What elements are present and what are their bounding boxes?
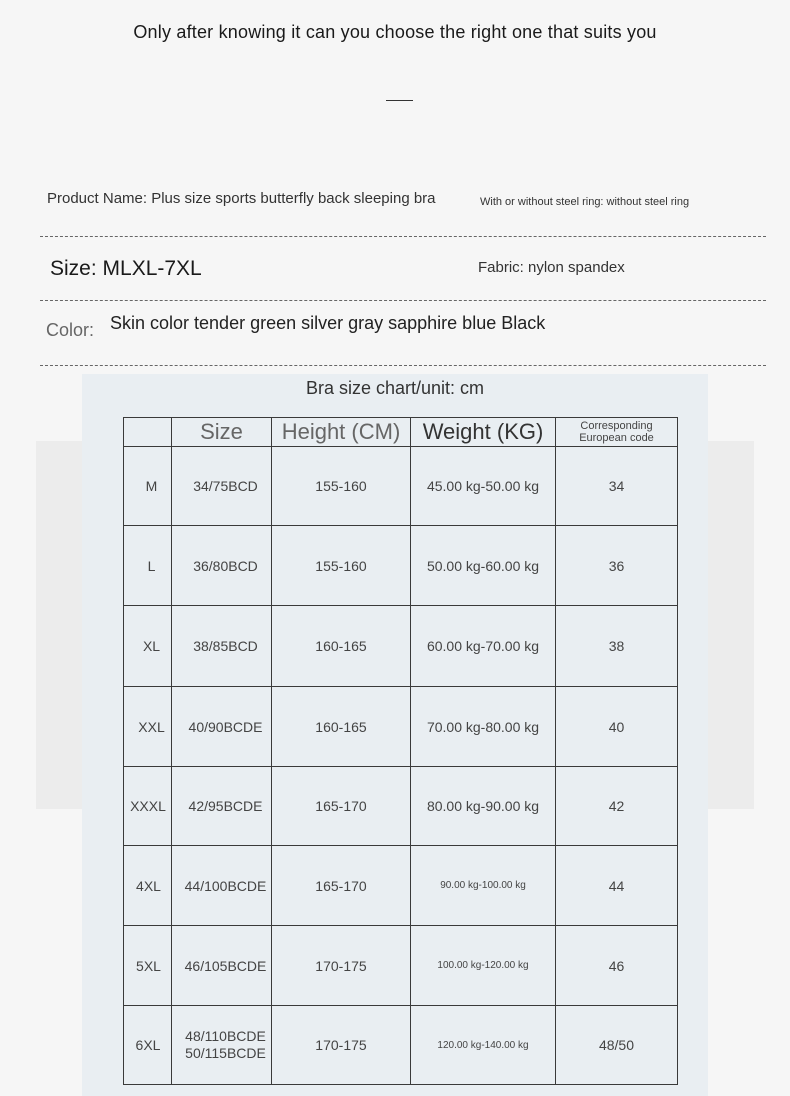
row-cup-size: 38/85BCD — [172, 606, 272, 687]
table-row — [124, 447, 678, 526]
row-european-code: 40 — [556, 687, 678, 767]
table-row — [124, 526, 678, 606]
row-height: 170-175 — [272, 926, 411, 1006]
row-cup-size-line-1: 48/110BCDE — [185, 1028, 266, 1044]
row-size: L — [124, 526, 172, 606]
divider-1 — [40, 236, 766, 237]
row-weight: 90.00 kg-100.00 kg — [411, 846, 556, 926]
row-height: 160-165 — [272, 606, 411, 687]
row-height: 170-175 — [272, 1006, 411, 1085]
fabric-info: Fabric: nylon spandex — [478, 259, 625, 276]
product-name: Product Name: Plus size sports butterfly back sleeping bra — [47, 190, 436, 207]
row-cup-size: 46/105BCDE — [172, 926, 272, 1006]
row-size: XXXL — [124, 767, 172, 846]
row-european-code: 42 — [556, 767, 678, 846]
right-background-band — [708, 441, 754, 809]
row-cup-size: 36/80BCD — [172, 526, 272, 606]
row-european-code: 38 — [556, 606, 678, 687]
header-blank — [124, 418, 172, 447]
headline-underline — [386, 100, 413, 101]
row-european-code: 46 — [556, 926, 678, 1006]
header-weight: Weight (KG) — [411, 418, 556, 447]
row-height: 155-160 — [272, 447, 411, 526]
row-cup-size: 44/100BCDE — [172, 846, 272, 926]
steel-ring-info: With or without steel ring: without steel ring — [480, 196, 690, 208]
divider-2 — [40, 300, 766, 301]
color-options: Skin color tender green silver gray sapphire blue Black — [110, 313, 546, 333]
left-background-band — [36, 441, 82, 809]
row-size: 6XL — [124, 1006, 172, 1085]
size-chart-panel — [82, 374, 708, 1096]
table-header-row — [124, 418, 678, 447]
page-headline: Only after knowing it can you choose the right one that suits you — [133, 22, 657, 42]
table-row — [124, 606, 678, 687]
row-size: M — [124, 447, 172, 526]
row-cup-size: 42/95BCDE — [172, 767, 272, 846]
row-cup-size-line-2: 50/115BCDE — [185, 1045, 266, 1061]
color-label: Color: — [46, 320, 95, 340]
row-height: 165-170 — [272, 767, 411, 846]
row-height: 155-160 — [272, 526, 411, 606]
row-weight: 70.00 kg-80.00 kg — [411, 687, 556, 767]
size-chart-table — [123, 417, 678, 1085]
row-weight: 60.00 kg-70.00 kg — [411, 606, 556, 687]
row-weight: 50.00 kg-60.00 kg — [411, 526, 556, 606]
row-weight: 120.00 kg-140.00 kg — [411, 1006, 556, 1085]
row-weight: 45.00 kg-50.00 kg — [411, 447, 556, 526]
size-range: Size: MLXL-7XL — [50, 257, 202, 280]
table-row — [124, 687, 678, 767]
row-height: 160-165 — [272, 687, 411, 767]
row-cup-size: 40/90BCDE — [172, 687, 272, 767]
table-row — [124, 926, 678, 1006]
row-european-code: 36 — [556, 526, 678, 606]
size-chart-title: Bra size chart/unit: cm — [305, 378, 485, 398]
table-row — [124, 846, 678, 926]
row-weight: 80.00 kg-90.00 kg — [411, 767, 556, 846]
row-cup-size — [172, 1006, 272, 1085]
row-size: XL — [124, 606, 172, 687]
row-european-code: 44 — [556, 846, 678, 926]
table-row — [124, 767, 678, 846]
header-european-code: Corresponding European code — [556, 418, 678, 447]
row-size: 4XL — [124, 846, 172, 926]
header-size: Size — [172, 418, 272, 447]
row-european-code: 48/50 — [556, 1006, 678, 1085]
row-european-code: 34 — [556, 447, 678, 526]
header-height: Height (CM) — [272, 418, 411, 447]
table-row — [124, 1006, 678, 1085]
row-size: XXL — [124, 687, 172, 767]
divider-3 — [40, 365, 766, 366]
row-weight: 100.00 kg-120.00 kg — [411, 926, 556, 1006]
row-cup-size: 34/75BCD — [172, 447, 272, 526]
row-height: 165-170 — [272, 846, 411, 926]
row-size: 5XL — [124, 926, 172, 1006]
